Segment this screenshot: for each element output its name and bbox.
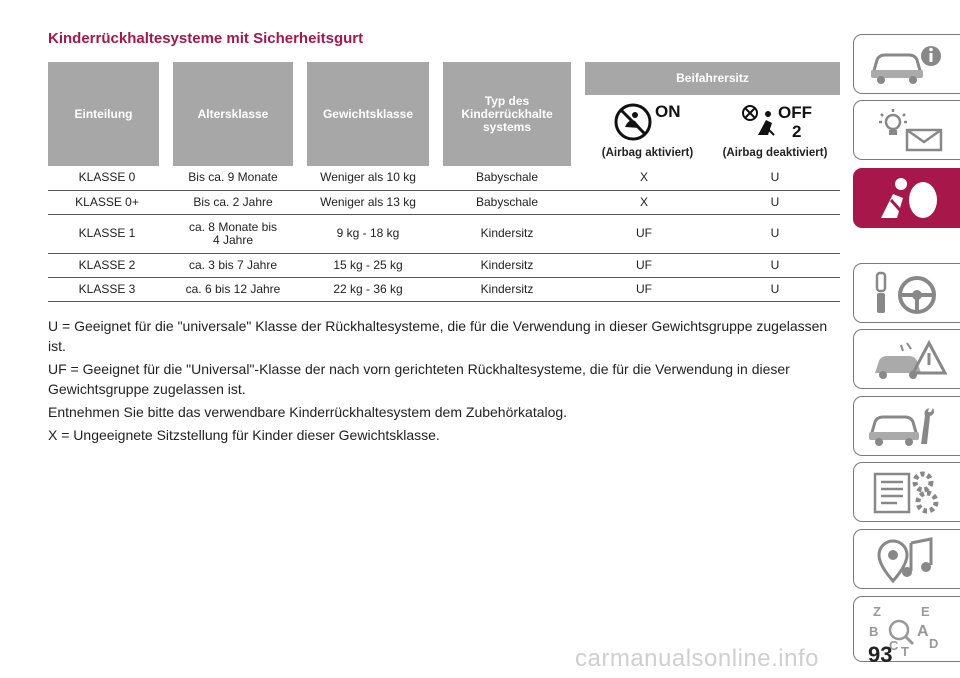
starting-driving-icon (867, 269, 947, 317)
cell-airbag-off: U (710, 190, 840, 214)
index-letter-z: Z (873, 604, 881, 619)
cell-einteilung: KLASSE 2 (48, 253, 166, 277)
table-row (48, 253, 840, 277)
index-letter-d: D (929, 636, 939, 651)
cell-gewichtsklasse: 9 kg - 18 kg (300, 214, 436, 253)
cell-typ: Kindersitz (436, 214, 578, 253)
tab-starting-driving[interactable] (853, 263, 960, 323)
table-row (48, 214, 840, 253)
cell-altersklasse: Bis ca. 9 Monate (166, 166, 300, 190)
cell-airbag-off: U (710, 214, 840, 253)
header-airbag-off (710, 96, 840, 166)
index-letter-b: B (869, 624, 879, 639)
cell-airbag-on: UF (578, 277, 710, 301)
tab-technical-data[interactable] (853, 462, 960, 522)
technical-data-icon (867, 468, 947, 516)
cell-altersklasse: Bis ca. 2 Jahre (166, 190, 300, 214)
cell-airbag-off: U (710, 166, 840, 190)
cell-einteilung: KLASSE 1 (48, 214, 166, 253)
table-row (48, 166, 840, 190)
safety-airbag-icon (867, 174, 947, 222)
cell-typ: Kindersitz (436, 253, 578, 277)
header-typ-text: Typ des Kinderrückhalte systems (461, 93, 553, 134)
note-u: U = Geeignet für die "universale" Klasse der Rückhaltesysteme, die für die Verwendung in dieser Gewichtsgruppe zugelassen ist. (48, 318, 828, 354)
tab-safety[interactable] (853, 168, 960, 228)
airbag-on-label: (Airbag aktiviert) (601, 147, 694, 159)
tab-emergency[interactable] (853, 329, 960, 389)
cell-airbag-on: X (578, 190, 710, 214)
airbag-off-number: 2 (792, 122, 802, 141)
airbag-off-label: (Airbag deaktiviert) (722, 147, 828, 159)
header-typ (436, 62, 578, 166)
index-letter-t: T (901, 644, 909, 656)
legend-notes (48, 316, 838, 448)
tab-car-info[interactable] (853, 34, 960, 94)
cell-einteilung: KLASSE 0 (48, 166, 166, 190)
tab-dashboard-lights[interactable] (853, 100, 960, 160)
cell-gewichtsklasse: Weniger als 10 kg (300, 166, 436, 190)
airbag-off-icon (738, 101, 812, 141)
index-letter-e: E (921, 604, 930, 619)
maintenance-icon (867, 404, 947, 448)
note-accessory-catalog: Entnehmen Sie bitte das verwendbare Kinderrückhaltesystem dem Zubehörkatalog. (48, 404, 568, 420)
index-letter-c: C (889, 638, 899, 653)
cell-airbag-on: UF (578, 253, 710, 277)
cell-typ: Kindersitz (436, 277, 578, 301)
multimedia-icon (867, 535, 947, 583)
cell-typ: Babyschale (436, 166, 578, 190)
cell-airbag-off: U (710, 277, 840, 301)
index-letter-a: A (917, 623, 929, 640)
header-gewichtsklasse: Gewichtsklasse (300, 62, 436, 166)
header-airbag-on (578, 96, 710, 166)
tab-multimedia[interactable] (853, 529, 960, 589)
cell-airbag-on: UF (578, 214, 710, 253)
table-row (48, 277, 840, 301)
cell-einteilung: KLASSE 3 (48, 277, 166, 301)
cell-airbag-on: X (578, 166, 710, 190)
cell-gewichtsklasse: 15 kg - 25 kg (300, 253, 436, 277)
page-number: 93 (868, 642, 893, 667)
cell-altersklasse: ca. 6 bis 12 Jahre (166, 277, 300, 301)
cell-altersklasse: ca. 3 bis 7 Jahre (166, 253, 300, 277)
cell-altersklasse (166, 214, 300, 253)
cell-altersklasse-text: ca. 8 Monate bis 4 Jahre (188, 219, 278, 247)
car-info-icon (867, 42, 947, 86)
tab-maintenance[interactable] (853, 396, 960, 456)
header-einteilung: Einteilung (48, 62, 166, 166)
note-x: X = Ungeeignete Sitzstellung für Kinder dieser Gewichtsklasse. (48, 427, 440, 443)
airbag-off-text: OFF (778, 103, 812, 122)
airbag-on-text: ON (654, 102, 680, 121)
emergency-icon (867, 337, 947, 381)
watermark: carmanualsonline.info (575, 645, 819, 672)
cell-typ: Babyschale (436, 190, 578, 214)
cell-einteilung: KLASSE 0+ (48, 190, 166, 214)
cell-gewichtsklasse: Weniger als 13 kg (300, 190, 436, 214)
note-uf: UF = Geeignet für die "Universal"-Klasse der nach vorn gerichteten Rückhaltesysteme, die für die Verwendung in dieser Gewichtsgruppe zugelassen ist. (48, 361, 790, 397)
header-beifahrersitz: Beifahrersitz (578, 62, 840, 96)
child-seat-table (48, 62, 840, 302)
header-altersklasse: Altersklasse (166, 62, 300, 166)
cell-airbag-off: U (710, 253, 840, 277)
table-row (48, 190, 840, 214)
page-title: Kinderrückhaltesysteme mit Sicherheitsgurt (48, 30, 364, 47)
cell-gewichtsklasse: 22 kg - 36 kg (300, 277, 436, 301)
dashboard-lights-icon (867, 108, 947, 152)
airbag-on-icon (611, 101, 685, 141)
